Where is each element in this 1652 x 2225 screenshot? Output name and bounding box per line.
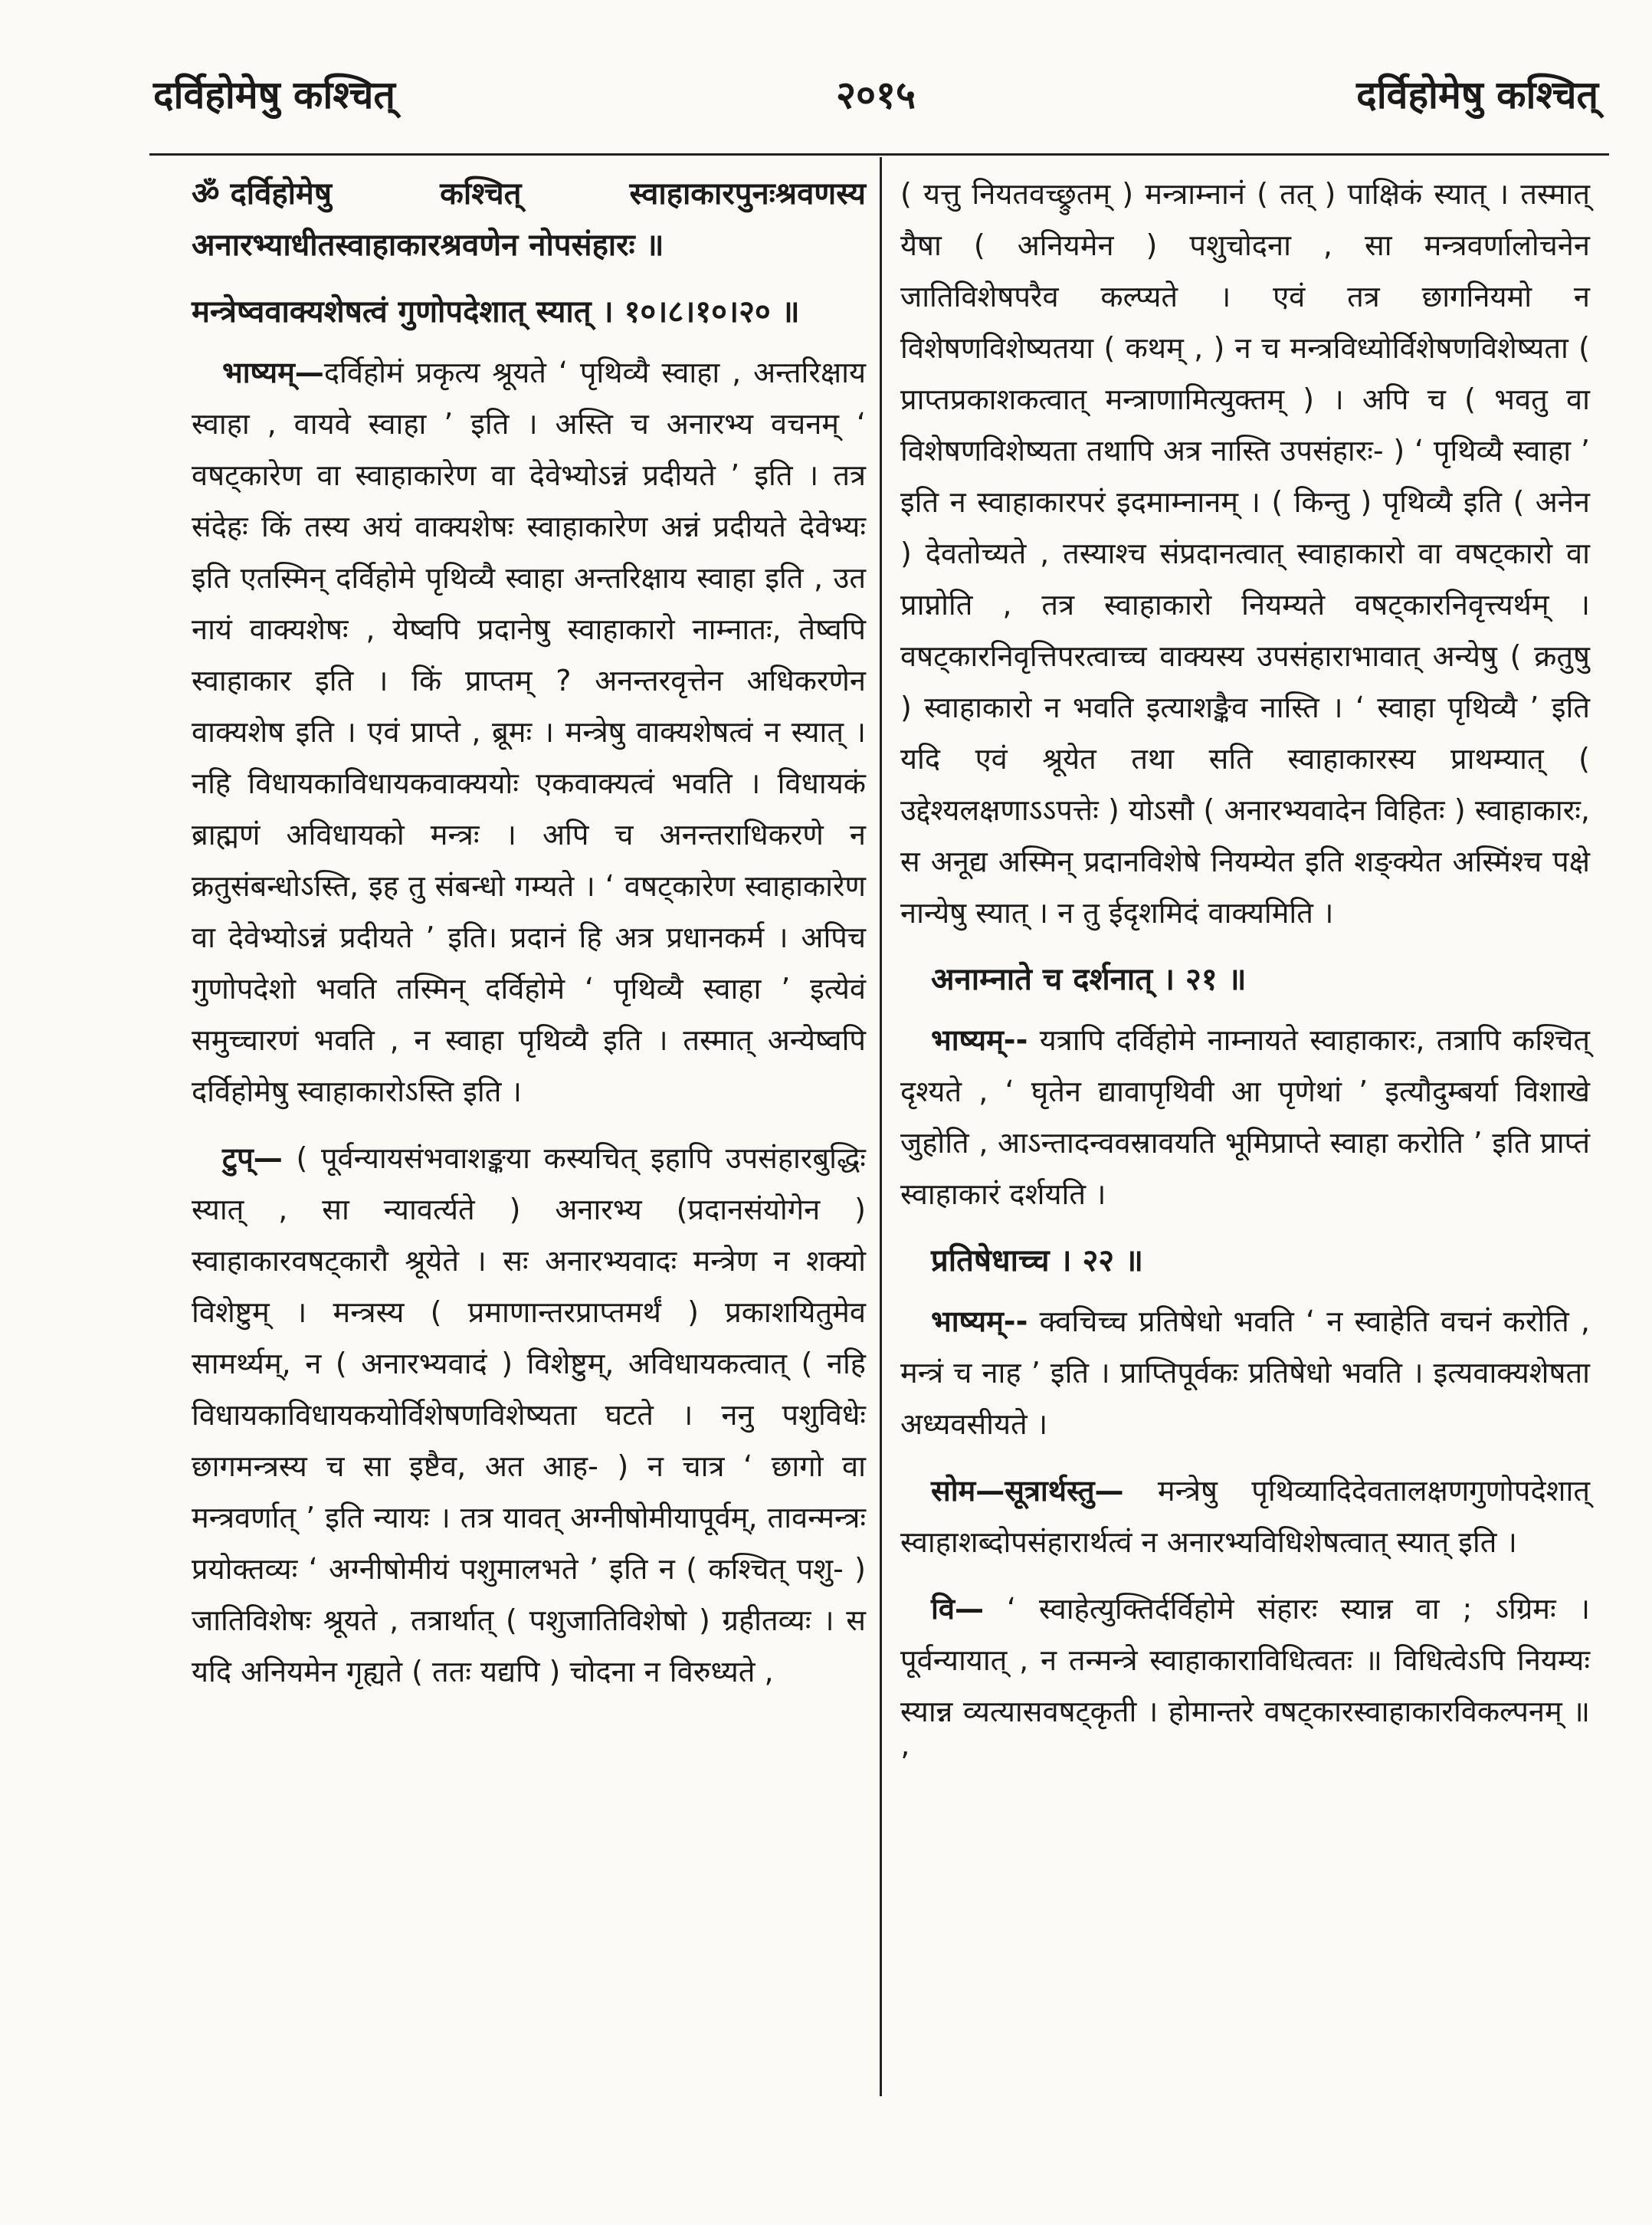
bhashya-20 [192,347,866,1117]
adhikarana-title: दर्विहोमेषु कश्चित् स्वाहाकारपुनःश्रवणस्य अनारभ्याधीतस्वाहाकारश्रवणेन नोपसंहारः ॥ [192,176,866,263]
soma-label: सोम—सूत्रार्थस्तु— [931,1474,1124,1508]
tup-continuation: ( यत्तु नियतवच्छ्रुतम् ) मन्त्राम्नानं ( तत् ) पाक्षिकं स्यात् । तस्मात् यैषा ( अनियमेन ) पशुचोदना , सा मन्त्रवर्णालोचनेन जातिविशेषपरैव कल्प्यते । एवं तत्र छागनियमो न विशेषणविशेष्यतया ( कथम् , ) न च मन्त्रविध्योर्विशेषणविशेष्यता ( प्राप्तप्रकाशकत्वात् मन्त्राणामित्युक्तम् ) । अपि च ( भवतु वा विशेषणविशेष्यता तथापि अत्र नास्ति उपसंहारः- ) ‘ पृथिव्यै स्वाहा ’ इति न स्वाहाकारपरं इदमाम्नानम् । ( किन्तु ) पृथिव्यै इति ( अनेन ) देवतोच्यते , तस्याश्च संप्रदानत्वात् स्वाहाकारो वा वषट्कारो वा प्राप्नोति , तत्र स्वाहाकारो नियम्यते वषट्कारनिवृत्त्यर्थम् । वषट्कारनिवृत्तिपरत्वाच्च वाक्यस्य उपसंहाराभावात् अन्येषु ( क्रतुषु ) स्वाहाकारो न भवति इत्याशङ्कैव नास्ति । ‘ स्वाहा पृथिव्यै ’ इति यदि एवं श्रूयेत तथा सति स्वाहाकारस्य प्राथम्यात् ( उद्देश्यलक्षणाऽऽपत्तेः ) योऽसौ ( अनारभ्यवादेन विहितः ) स्वाहाकारः, स अनूद्य अस्मिन् प्रदानविशेषे नियम्येत इति शङ्क्येत अस्मिंश्च पक्षे नान्येषु स्यात् । न तु ईदृशमिदं वाक्यमिति । [900,177,1590,930]
vi-line-3: विधित्वेऽपि नियम्यः स्यान्न व्यत्यासवषट्कृती । होमान्तरे वषट्कारस्वाहाकारविकल्पनम् ॥ ’ [900,1643,1590,1780]
bhashya-label: भाष्यम्— [222,356,324,389]
tup-label: टुप्— [222,1141,283,1175]
left-column [192,169,866,1713]
bhashya-21-text: यत्रापि दर्विहोमे नाम्नायते स्वाहाकारः, तत्रापि कश्चित् दृश्यते , ‘ घृतेन द्यावापृथिवी आ पृणेथां ’ इत्यौदुम्बर्या विशाखे जुहोति , आऽन्तादन्ववस्रावयति भूमिप्राप्ते स्वाहा करोति ’ इति प्राप्तं स्वाहाकारं दर्शयति । [900,1023,1590,1211]
page-number: २०१५ [836,73,916,117]
sutra-20: मन्त्रेष्ववाक्यशेषत्वं गुणोपदेशात् स्यात् । १०।८।१०।२० ॥ [192,294,800,330]
page-header [153,67,1598,136]
adhikarana-heading [192,169,866,271]
sutra-21: अनाम्नाते च दर्शनात् । २१ ॥ [931,962,1247,997]
tup-commentary [192,1133,866,1698]
right-column [900,169,1590,1804]
bhashya-22-label: भाष्यम्-- [931,1304,1028,1338]
soma-text: मन्त्रेषु पृथिव्यादिदेवतालक्षणगुणोपदेशात् स्वाहाशब्दोपसंहारार्थत्वं न अनारभ्यविधिशेषत्वात् स्यात् इति । [900,1474,1590,1559]
column-divider [880,157,882,2096]
vi-line-2: ऽग्रिमः । पूर्वन्यायात् , न तन्मन्त्रे स्वाहाकाराविधित्वतः ॥ [900,1592,1590,1677]
bhashya-22-text: क्वचिच्च प्रतिषेधो भवति ‘ न स्वाहेति वचनं करोति , मन्त्रं च नाह ’ इति । प्राप्तिपूर्वकः प्रतिषेधो भवति । इत्यवाक्यशेषता अध्यवसीयते । [900,1304,1590,1441]
bhashya-22 [900,1296,1590,1450]
adhikarana-mark-icon: ॐ [192,176,220,212]
running-head-right: दर्विहोमेषु कश्चित् [1356,73,1598,117]
header-rule [149,153,1609,156]
bhashya-21-label: भाष्यम्-- [931,1023,1028,1057]
vi-verse [900,1583,1590,1789]
bhashya-text: दर्विहोमं प्रकृत्य श्रूयते ‘ पृथिव्यै स्वाहा , अन्तरिक्षाय स्वाहा , वायवे स्वाहा ’ इति । अस्ति च अनारभ्य वचनम् ‘ वषट्कारेण वा स्वाहाकारेण वा देवेभ्योऽन्नं प्रदीयते ’ इति । तत्र संदेहः किं तस्य अयं वाक्यशेषः स्वाहाकारेण अन्नं प्रदीयते देवेभ्यः इति एतस्मिन् दर्विहोमे पृथिव्यै स्वाहा अन्तरिक्षाय स्वाहा इति , उत नायं वाक्यशेषः , येष्वपि प्रदानेषु स्वाहाकारो नाम्नातः, तेष्वपि स्वाहाकार इति । किं प्राप्तम् ? अनन्तरवृत्तेन अधिकरणेन वाक्यशेष इति । एवं प्राप्ते , ब्रूमः । मन्त्रेषु वाक्यशेषत्वं न स्यात् । नहि विधायकाविधायकवाक्ययोः एकवाक्यत्वं भवति । विधायकं ब्राह्मणं अविधायको मन्त्रः । अपि च अनन्तराधिकरणे न क्रतुसंबन्धोऽस्ति, इह तु संबन्धो गम्यते । ‘ वषट्कारेण स्वाहाकारेण वा देवेभ्योऽन्नं प्रदीयते ’ इति। प्रदानं हि अत्र प्रधानकर्म । अपिच गुणोपदेशो भवति तस्मिन् दर्विहोमे ‘ पृथिव्यै स्वाहा ’ इत्येवं समुच्चारणं भवति , न स्वाहा पृथिव्यै इति । तस्मात् अन्येष्वपि दर्विहोमेषु स्वाहाकारोऽस्ति इति । [192,356,866,1108]
soma-commentary [900,1465,1590,1568]
tup-text: ( पूर्वन्यायसंभवाशङ्कया कस्यचित् इहापि उपसंहारबुद्धिः स्यात् , सा न्यावर्त्यते ) अनारभ्य (प्रदानसंयोगेन ) स्वाहाकारवषट्कारौ श्रूयेते । सः अनारभ्यवादः मन्त्रेण न शक्यो विशेष्टुम् । मन्त्रस्य ( प्रमाणान्तरप्राप्तमर्थं ) प्रकाशयितुमेव सामर्थ्यम्, न ( अनारभ्यवादं ) विशेष्टुम्, अविधायकत्वात् ( नहि विधायकाविधायकयोर्विशेषणविशेष्यता घटते । ननु पशुविधेः छागमन्त्रस्य च सा इष्टैव, अत आह- ) न चात्र ‘ छागो वा मन्त्रवर्णात् ’ इति न्यायः । तत्र यावत् अग्नीषोमीयापूर्वम्, तावन्मन्त्रः प्रयोक्तव्यः ‘ अग्नीषोमीयं पशुमालभते ’ इति न ( कश्चित् पशु- ) जातिविशेषः श्रूयते , तत्रार्थात् ( पशुजातिविशेषो ) ग्रहीतव्यः । स यदि अनियमेन गृह्यते ( ततः यद्यपि ) चोदना न विरुध्यते , [192,1141,866,1688]
bhashya-21 [900,1015,1590,1220]
sutra-22: प्रतिषेधाच्च । २२ ॥ [931,1243,1143,1278]
running-head-left: दर्विहोमेषु कश्चित् [153,73,395,117]
vi-label: वि— [931,1592,984,1626]
vi-line-1: ‘ स्वाहेत्युक्तिर्दर्विहोमे संहारः स्यान्न वा ; [1006,1592,1473,1626]
